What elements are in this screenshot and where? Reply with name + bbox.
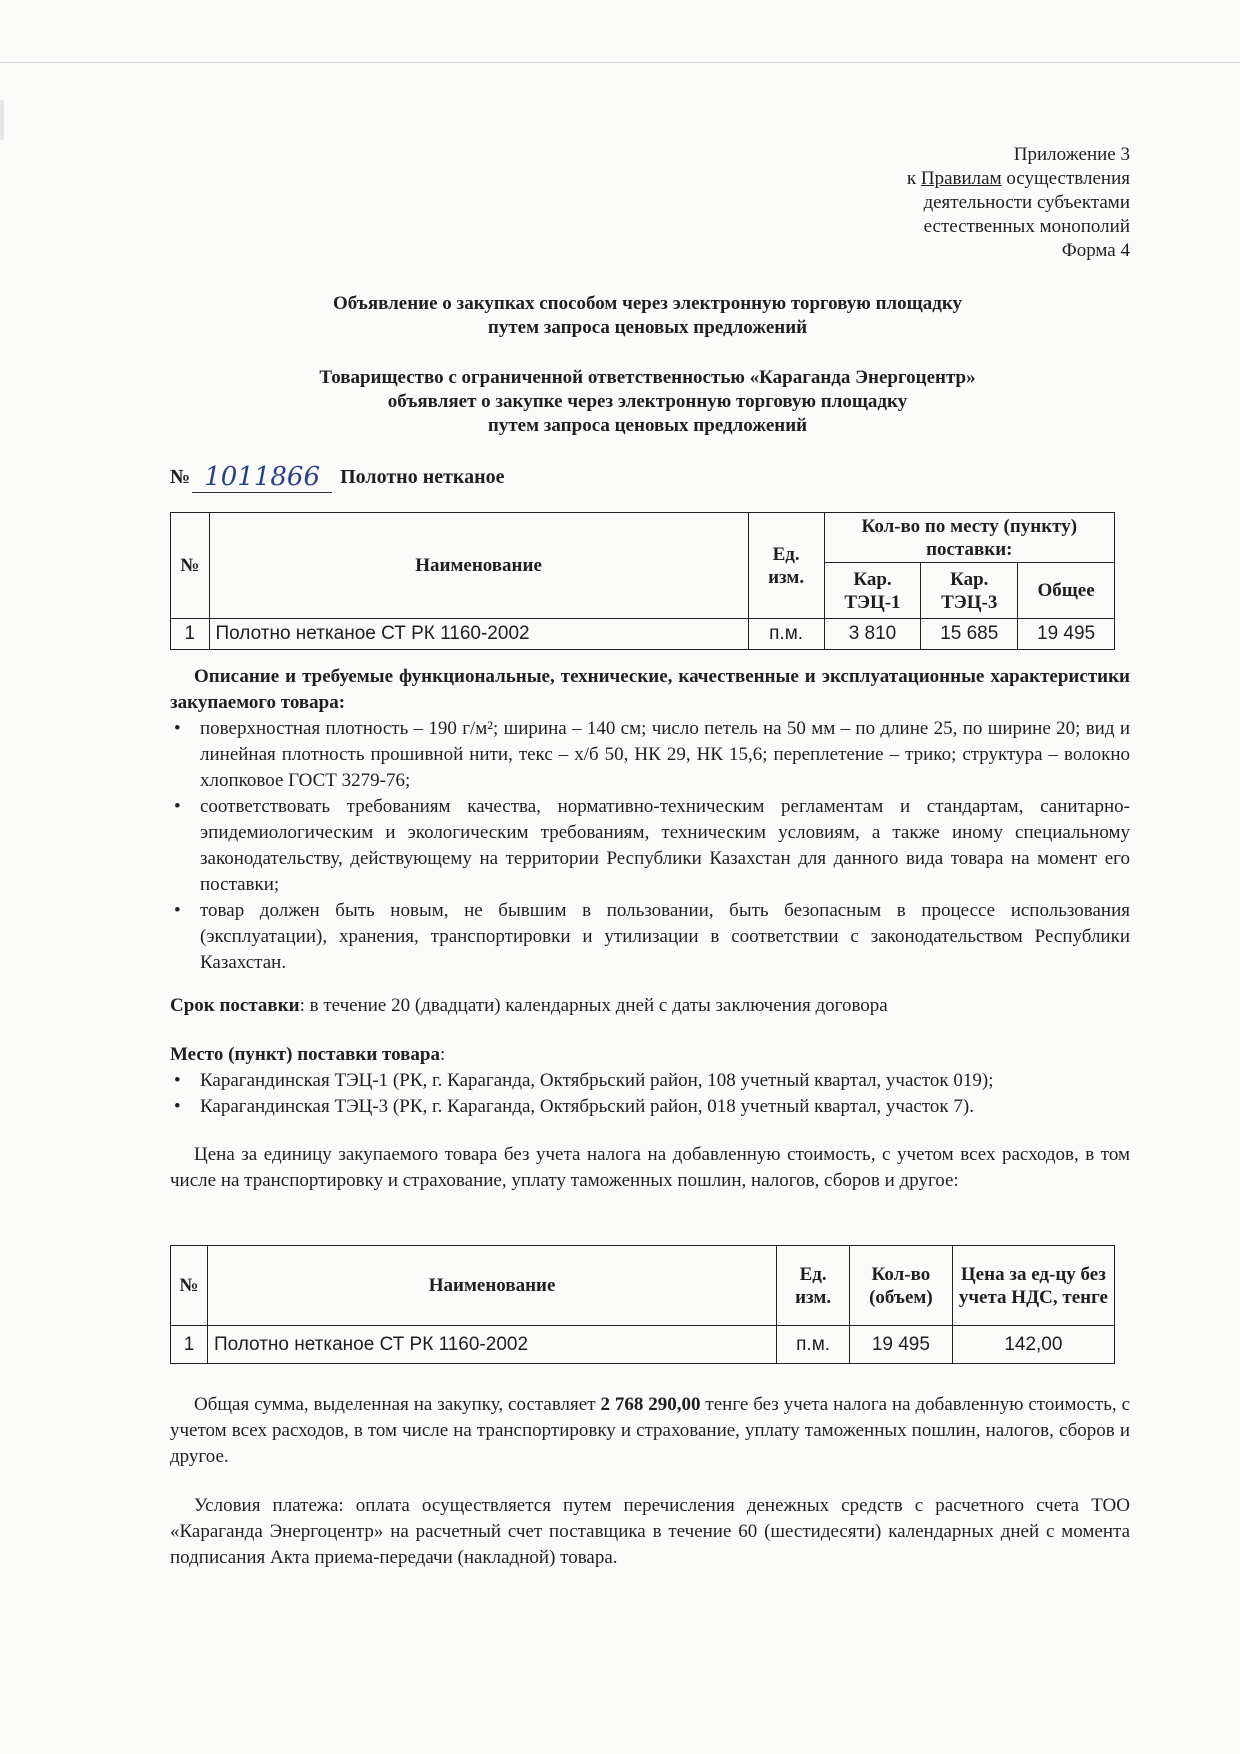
col-header-unit: Ед. изм. — [777, 1246, 850, 1326]
payment-terms: Условия платежа: оплата осуществляется путем перечисления денежных средств с расчетного счета ТОО «Караганда Энергоцентр» на расчетный счет поставщика в течение 60 (шестидесяти) календарных дней с момента подписания Акта приема-передачи (накладной) товара. — [170, 1495, 1130, 1568]
col-header-qty: Кол-во (объем) — [850, 1246, 953, 1326]
cell-num: 1 — [171, 619, 210, 650]
company-line-1: Товарищество с ограниченной ответственностью «Караганда Энергоцентр» — [319, 367, 976, 388]
table-row — [171, 1326, 1115, 1364]
heading-line-2: путем запроса ценовых предложений — [487, 317, 808, 338]
delivery-term — [170, 993, 1130, 1019]
total-sum — [170, 1392, 1130, 1470]
cell-name: Полотно нетканое СТ РК 1160-2002 — [209, 619, 748, 650]
cell-name: Полотно нетканое СТ РК 1160-2002 — [207, 1326, 776, 1364]
cell-unit: п.м. — [777, 1326, 850, 1364]
handwritten-lot-number: 1011866 — [192, 462, 332, 493]
cell-num: 1 — [171, 1326, 208, 1364]
col-header-total: Общее — [1018, 563, 1115, 619]
col-header-qty-group: Кол-во по месту (пункту) поставки: — [824, 513, 1114, 563]
total-amount: 2 768 290,00 — [600, 1394, 701, 1415]
col-header-num: № — [171, 513, 210, 619]
description-list — [170, 716, 1130, 976]
list-item: • соответствовать требованиям качества, нормативно-техническим регламентам и стандартам, санитарно-эпидемиологическим и экологическим требованиям, техническим условиям, а также иному специальному законодательству, действующему на территории Республики Казахстан для данного вида товара на момент его поставки; — [170, 794, 1130, 898]
total-sum-after: тенге без учета налога на добавленную стоимость, с учетом всех расходов, в том числе на транспортировку и страхование, уплату таможенных пошлин, налогов, сборов и другое. — [170, 1394, 1130, 1467]
appendix-block — [770, 143, 1130, 263]
appendix-prefix: к — [906, 168, 921, 189]
appendix-suffix: осуществления — [1001, 168, 1130, 189]
appendix-line-3: деятельности субъектами — [923, 192, 1130, 213]
cell-tec3: 15 685 — [921, 619, 1018, 650]
delivery-place-list — [170, 1068, 1130, 1120]
col-header-tec3: Кар. ТЭЦ-3 — [921, 563, 1018, 619]
quantity-table — [170, 512, 1115, 650]
list-item: • поверхностная плотность – 190 г/м²; ширина – 140 см; число петель на 50 мм – по длине 25, по ширине 20; вид и линейная плотность прошивной нити, текс – х/б 50, НК 29, НК 15,6; переплетение – трико; структура – волокно хлопковое ГОСТ 3279-76; — [170, 716, 1130, 794]
table-row — [171, 619, 1115, 650]
number-sign: № — [170, 466, 191, 488]
description-title: Описание и требуемые функциональные, технические, качественные и эксплуатационные характеристики закупаемого товара: — [170, 666, 1130, 713]
scan-margin-mark — [0, 100, 4, 140]
cell-unit: п.м. — [748, 619, 824, 650]
lot-line — [170, 462, 505, 493]
appendix-line-1: Приложение 3 — [1013, 144, 1130, 165]
col-header-tec1: Кар. ТЭЦ-1 — [824, 563, 921, 619]
delivery-term-label: Срок поставки — [170, 995, 300, 1016]
delivery-place-title — [170, 1042, 1130, 1068]
cell-tec1: 3 810 — [824, 619, 921, 650]
company-line-2: объявляет о закупке через электронную торговую площадку — [387, 391, 908, 412]
price-table — [170, 1245, 1115, 1364]
list-item: • товар должен быть новым, не бывшим в пользовании, быть безопасным в процессе использования (эксплуатации), хранения, транспортировки и утилизации в соответствии с законодательством Республики Казахстан. — [170, 898, 1130, 976]
delivery-place-colon: : — [439, 1044, 446, 1065]
scan-edge-line — [0, 62, 1240, 63]
price-intro: Цена за единицу закупаемого товара без учета налога на добавленную стоимость, с учетом всех расходов, в том числе на транспортировку и страхование, уплату таможенных пошлин, налогов, сборов и другое: — [170, 1144, 1130, 1191]
company-line-3: путем запроса ценовых предложений — [487, 415, 808, 436]
col-header-unit: Ед. изм. — [748, 513, 824, 619]
heading-line-1: Объявление о закупках способом через электронную торговую площадку — [332, 293, 963, 314]
announcement-heading — [160, 292, 1135, 340]
delivery-term-text: : в течение 20 (двадцати) календарных дней с даты заключения договора — [299, 995, 888, 1016]
rules-link[interactable]: Правилам — [920, 168, 1002, 189]
company-heading — [160, 366, 1135, 438]
list-item: • Карагандинская ТЭЦ-3 (РК, г. Караганда, Октябрьский район, 018 учетный квартал, участок 7). — [170, 1094, 1130, 1120]
col-header-num: № — [171, 1246, 208, 1326]
total-sum-before: Общая сумма, выделенная на закупку, составляет — [194, 1394, 601, 1415]
form-number: Форма 4 — [1061, 240, 1130, 261]
col-header-name: Наименование — [207, 1246, 776, 1326]
cell-qty: 19 495 — [850, 1326, 953, 1364]
lot-title: Полотно нетканое — [340, 466, 505, 488]
appendix-line-2 — [770, 167, 1130, 191]
cell-price: 142,00 — [952, 1326, 1114, 1364]
appendix-line-4: естественных монополий — [923, 216, 1130, 237]
list-item: • Карагандинская ТЭЦ-1 (РК, г. Караганда, Октябрьский район, 108 учетный квартал, участок 019); — [170, 1068, 1130, 1094]
col-header-name: Наименование — [209, 513, 748, 619]
col-header-price: Цена за ед-цу без учета НДС, тенге — [952, 1246, 1114, 1326]
delivery-place-label: Место (пункт) поставки товара — [170, 1044, 440, 1065]
cell-total: 19 495 — [1018, 619, 1115, 650]
